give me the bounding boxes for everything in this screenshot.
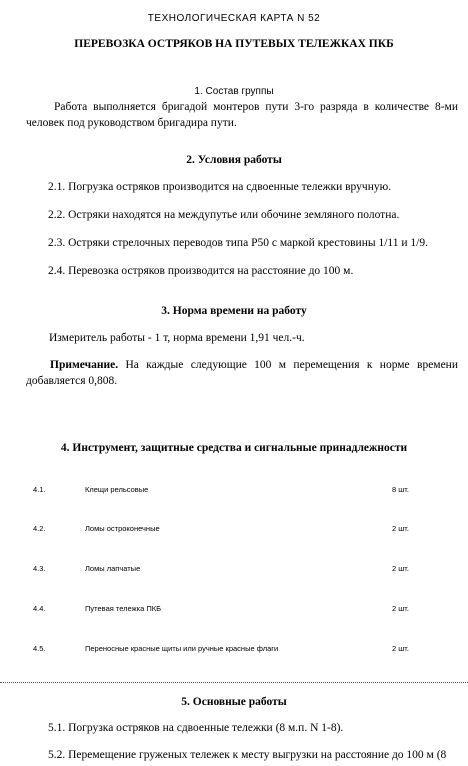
- tool-name: Путевая тележка ПКБ: [85, 604, 162, 613]
- tool-quantity: 2 шт.: [392, 644, 409, 653]
- work-measure: Измеритель работы - 1 т, норма времени 1,91 чел.-ч.: [49, 332, 305, 344]
- section4-heading: 4. Инструмент, защитные средства и сигнальные принадлежности: [60, 442, 408, 454]
- note-paragraph: [26, 357, 458, 389]
- document-title: ТЕХНОЛОГИЧЕСКАЯ КАРТА N 52: [147, 13, 321, 24]
- document-heading: ПЕРЕВОЗКА ОСТРЯКОВ НА ПУТЕВЫХ ТЕЛЕЖКАХ ПКБ: [74, 38, 394, 50]
- tool-quantity: 2 шт.: [392, 604, 409, 613]
- tool-name: Ломы остроконечные: [85, 524, 160, 533]
- tool-number: 4.5.: [33, 644, 46, 653]
- note-text: На каждые следующие 100 м перемещения к норме времени добавляется 0,808.: [26, 359, 458, 387]
- note-label: Примечание.: [50, 359, 119, 371]
- tool-name: Клещи рельсовые: [85, 485, 149, 494]
- page-divider: [0, 682, 468, 683]
- tool-quantity: 2 шт.: [392, 564, 409, 573]
- tool-quantity: 2 шт.: [392, 524, 409, 533]
- section1-heading: 1. Состав группы: [194, 86, 274, 97]
- work-item: 5.2. Перемещение груженых тележек к месту выгрузки на расстояние до 100 м (8: [48, 749, 447, 761]
- section5-heading: 5. Основные работы: [181, 696, 287, 708]
- tool-number: 4.2.: [33, 524, 46, 533]
- condition-item: 2.4. Перевозка остряков производится на расстояние до 100 м.: [48, 265, 354, 277]
- work-item: 5.1. Погрузка остряков на сдвоенные тележки (8 м.п. N 1-8).: [48, 722, 344, 734]
- section2-heading: 2. Условия работы: [186, 154, 282, 166]
- tool-name: Ломы лапчатые: [85, 564, 141, 573]
- condition-item: 2.1. Погрузка остряков производится на сдвоенные тележки вручную.: [48, 181, 392, 193]
- condition-item: 2.3. Остряки стрелочных переводов типа Р50 с маркой крестовины 1/11 и 1/9.: [48, 237, 428, 249]
- condition-item: 2.2. Остряки находятся на междупутье или обочине земляного полотна.: [48, 209, 400, 221]
- tool-number: 4.4.: [33, 604, 46, 613]
- tool-name: Переносные красные щиты или ручные красные флаги: [85, 644, 279, 653]
- tool-number: 4.3.: [33, 564, 46, 573]
- section1-paragraph: Работа выполняется бригадой монтеров пути 3-го разряда в количестве 8-ми человек под руководством бригадира пути.: [26, 101, 458, 129]
- tool-quantity: 8 шт.: [392, 485, 409, 494]
- section3-heading: 3. Норма времени на работу: [161, 305, 307, 317]
- tool-number: 4.1.: [33, 485, 46, 494]
